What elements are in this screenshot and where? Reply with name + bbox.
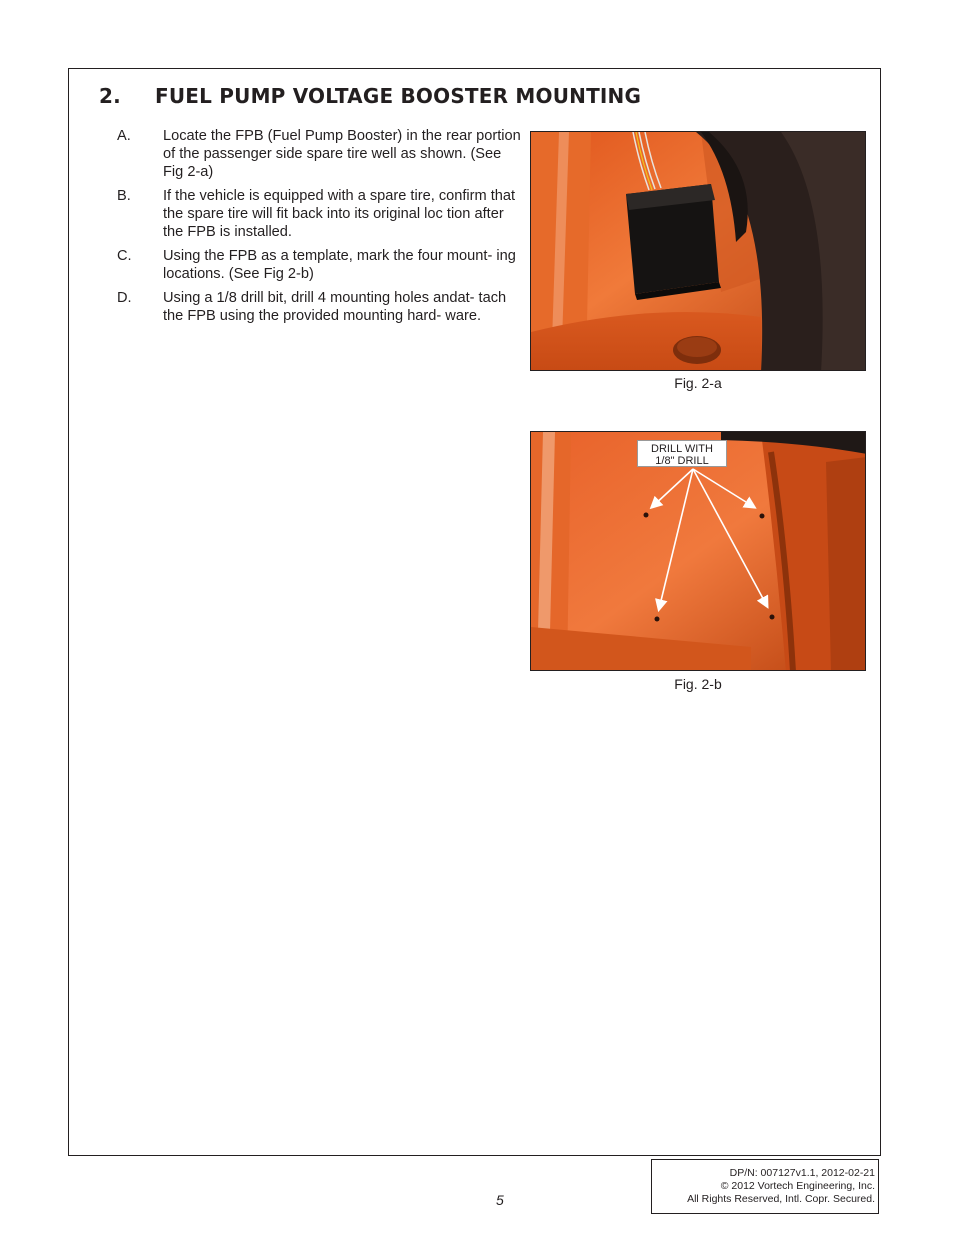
figure-2a-photo <box>530 131 866 371</box>
section-title-text: FUEL PUMP VOLTAGE BOOSTER MOUNTING <box>155 84 642 108</box>
callout-line-1: DRILL WITH <box>651 443 713 455</box>
callout-line-2: 1/8" DRILL <box>655 455 709 467</box>
step-text: If the vehicle is equipped with a spare tire, confirm that the spare tire will fit back into its original loc tion after the FPB is installed. <box>163 188 516 240</box>
step-text: Using the FPB as a template, mark the four mount- ing locations. (See Fig 2-b) <box>163 248 516 282</box>
part-number: DP/N: 007127v1.1, 2012-02-21 <box>729 1167 875 1179</box>
drill-callout-label <box>637 440 727 467</box>
step-a <box>117 127 522 181</box>
step-letter: D. <box>117 290 132 306</box>
page-number: 5 <box>496 1192 504 1208</box>
step-c <box>117 247 522 283</box>
step-b <box>117 187 522 241</box>
instruction-list <box>117 127 522 331</box>
step-letter: B. <box>117 188 131 204</box>
step-letter: C. <box>117 248 132 264</box>
figure-2b-caption: Fig. 2-b <box>674 676 722 692</box>
copyright: © 2012 Vortech Engineering, Inc. <box>720 1180 875 1192</box>
step-text: Locate the FPB (Fuel Pump Booster) in the rear portion of the passenger side spare tire well as shown. (See Fig 2-a) <box>163 128 521 180</box>
step-letter: A. <box>117 128 131 144</box>
step-d <box>117 289 522 325</box>
figure-2b-photo <box>530 431 866 671</box>
section-number: 2. <box>99 84 121 108</box>
footer-info-box <box>651 1159 879 1214</box>
figure-2a-caption: Fig. 2-a <box>674 375 722 391</box>
rights-statement: All Rights Reserved, Intl. Copr. Secured. <box>687 1193 875 1205</box>
section-title <box>99 84 641 108</box>
step-text: Using a 1/8 drill bit, drill 4 mounting holes andat- tach the FPB using the provided mounting hard- ware. <box>163 290 507 324</box>
